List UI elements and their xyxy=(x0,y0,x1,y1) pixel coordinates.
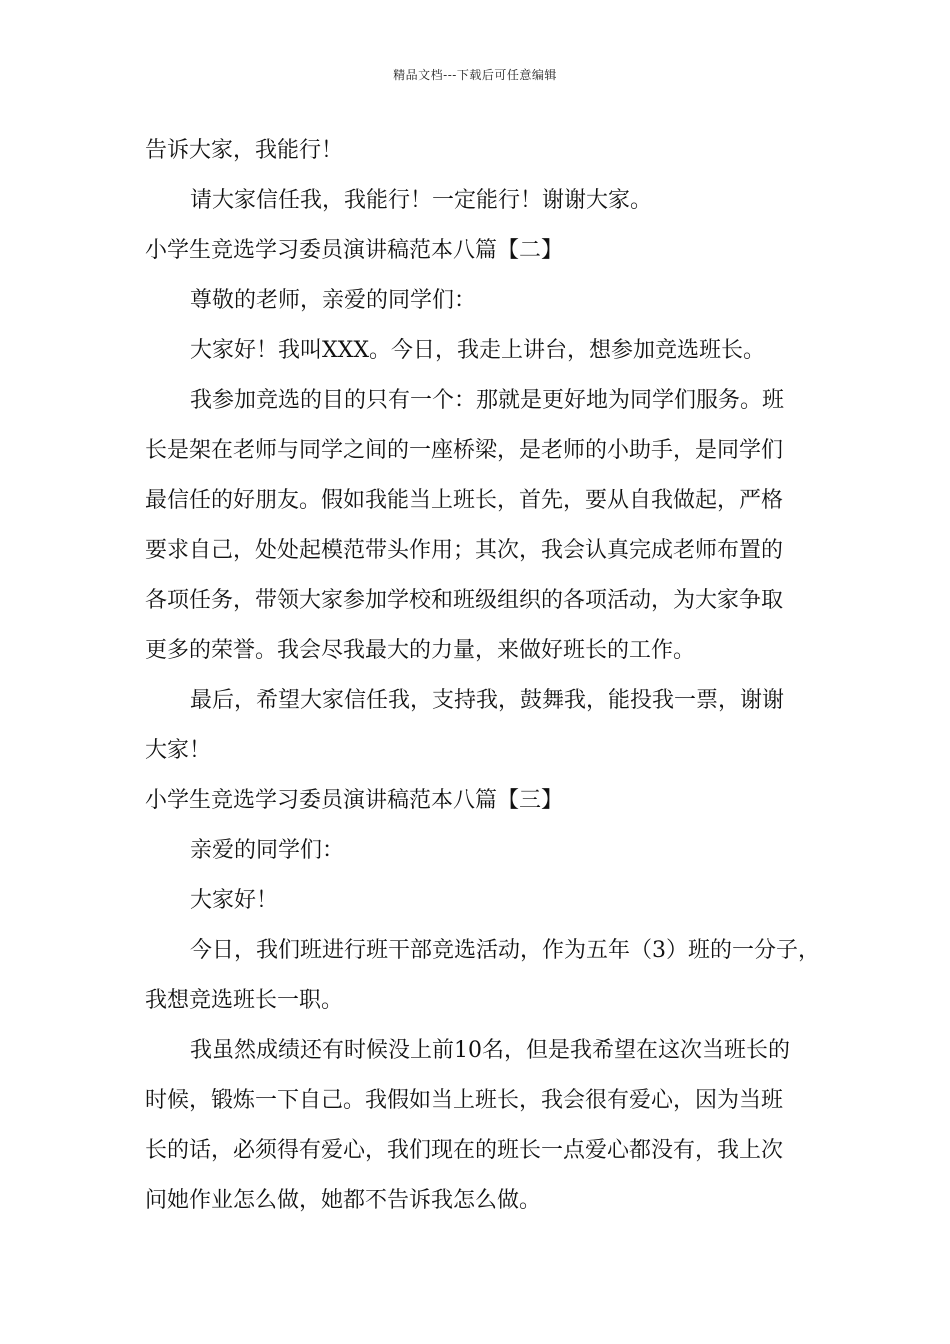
paragraph-line: 大家！ xyxy=(145,738,212,763)
paragraph-line: 更多的荣誉。我会尽我最大的力量，来做好班长的工作。 xyxy=(145,638,696,663)
salutation-line: 亲爱的同学们： xyxy=(190,838,345,863)
paragraph-line: 大家好！我叫XXX。今日，我走上讲台，想参加竞选班长。 xyxy=(190,338,765,363)
document-body xyxy=(145,126,825,1226)
paragraph-line: 我虽然成绩还有时候没上前10名，但是我希望在这次当班长的 xyxy=(190,1038,790,1063)
paragraph-line: 我想竞选班长一职。 xyxy=(145,988,344,1013)
paragraph-line: 各项任务，带领大家参加学校和班级组织的各项活动，为大家争取 xyxy=(145,588,784,613)
paragraph-line: 大家好！ xyxy=(190,888,279,913)
section-heading: 小学生竞选学习委员演讲稿范本八篇【二】 xyxy=(145,238,564,263)
salutation-line: 尊敬的老师，亲爱的同学们： xyxy=(190,288,477,313)
paragraph-line: 问她作业怎么做，她都不告诉我怎么做。 xyxy=(145,1188,542,1213)
section-heading: 小学生竞选学习委员演讲稿范本八篇【三】 xyxy=(145,788,564,813)
paragraph-line: 最后，希望大家信任我，支持我，鼓舞我，能投我一票，谢谢 xyxy=(190,688,785,713)
paragraph-line: 我参加竞选的目的只有一个：那就是更好地为同学们服务。班 xyxy=(190,388,785,413)
paragraph-line: 今日，我们班进行班干部竞选活动，作为五年（3）班的一分子， xyxy=(190,938,820,963)
paragraph-line: 时候，锻炼一下自己。我假如当上班长，我会很有爱心，因为当班 xyxy=(145,1088,784,1113)
paragraph-line: 要求自己，处处起模范带头作用；其次，我会认真完成老师布置的 xyxy=(145,538,784,563)
paragraph-line: 最信任的好朋友。假如我能当上班长，首先，要从自我做起，严格 xyxy=(145,488,784,513)
paragraph-line: 长是架在老师与同学之间的一座桥梁，是老师的小助手，是同学们 xyxy=(145,438,784,463)
paragraph-line: 告诉大家，我能行！ xyxy=(145,138,344,163)
page-header: 精品文档---下载后可任意编辑 xyxy=(393,68,557,82)
paragraph-line: 长的话，必须得有爱心，我们现在的班长一点爱心都没有，我上次 xyxy=(145,1138,784,1163)
paragraph-line: 请大家信任我，我能行！一定能行！谢谢大家。 xyxy=(190,188,653,213)
